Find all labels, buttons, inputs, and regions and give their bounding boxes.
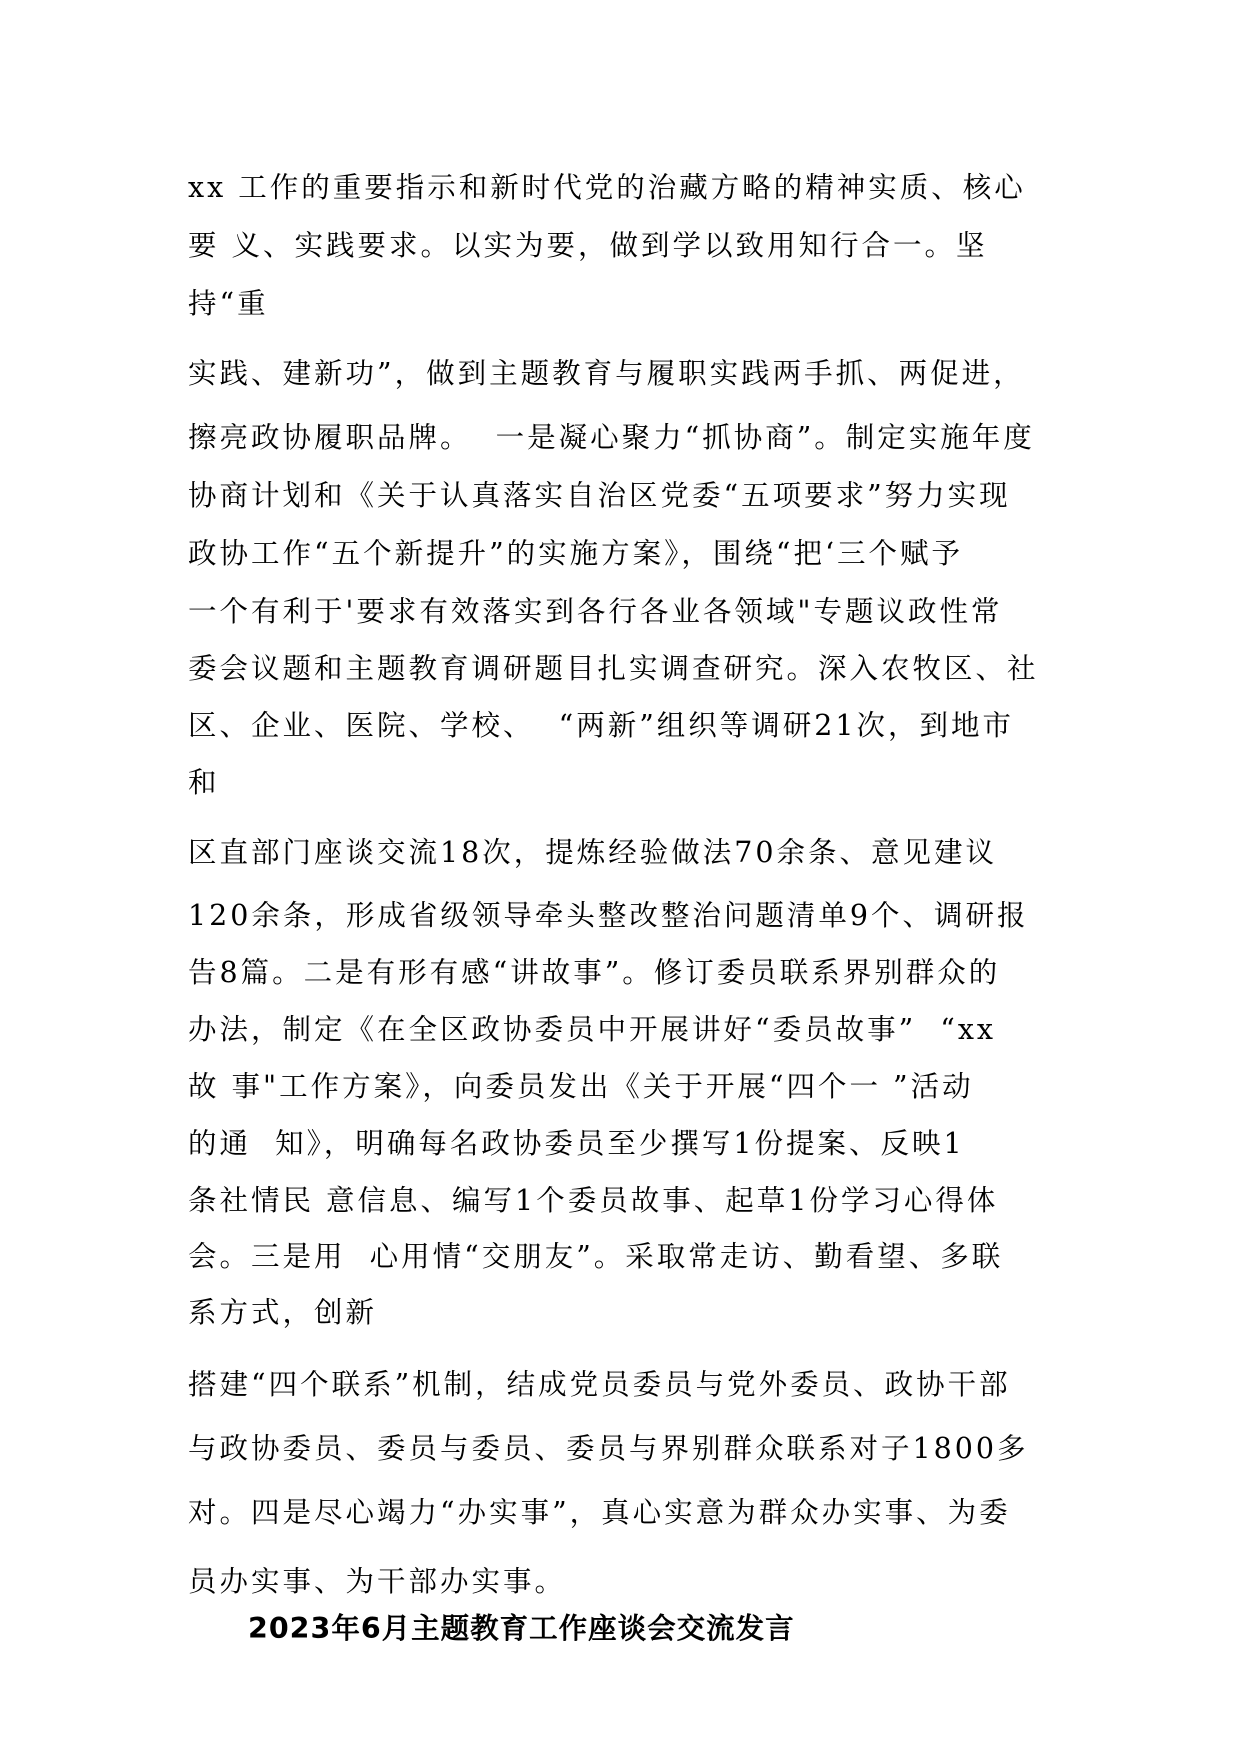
body-line-20: 系方式，创新 (188, 1296, 378, 1329)
body-line-9: 委会议题和主题教育调研题目扎实调查研究。深入农牧区、社 (188, 652, 1039, 685)
body-line-19: 会。三是用 心用情“交朋友”。采取常走访、勤看望、多联 (188, 1240, 1004, 1273)
body-line-24: 员办实事、为干部办实事。 (188, 1565, 567, 1598)
body-line-6: 协商计划和《关于认真落实自治区党委“五项要求”努力实现 (188, 479, 1011, 512)
body-line-21: 搭建“四个联系”机制，结成党员委员与党外委员、政协干部 (188, 1368, 1011, 1401)
body-line-7: 政协工作“五个新提升”的实施方案》，围绕“把‘三个赋予 (188, 537, 964, 570)
body-line-13: 120余条，形成省级领导牵头整改整治问题清单9个、调研报 (188, 899, 1029, 932)
body-line-15: 办法，制定《在全区政协委员中开展讲好“委员故事” “xx (188, 1013, 996, 1046)
body-line-12: 区直部门座谈交流18次，提炼经验做法70余条、意见建议 (188, 836, 998, 869)
body-line-23: 对。四是尽心竭力“办实事”，真心实意为群众办实事、为委 (188, 1496, 1011, 1529)
body-line-1: xx 工作的重要指示和新时代党的治藏方略的精神实质、核心 (188, 171, 1026, 204)
body-line-14: 告8篇。二是有形有感“讲故事”。修订委员联系界别群众的 (188, 956, 1001, 989)
body-line-16: 故 事"工作方案》，向委员发出《关于开展“四个一 ”活动 (188, 1070, 974, 1103)
body-line-18: 条社情民 意信息、编写1个委员故事、起草1份学习心得体 (188, 1184, 999, 1217)
body-line-2: 要 义、实践要求。以实为要，做到学以致用知行合一。坚 (188, 229, 988, 262)
body-line-8: 一个有利于'要求有效落实到各行各业各领域"专题议政性常 (188, 595, 1003, 628)
body-line-3: 持“重 (188, 287, 269, 320)
body-line-4: 实践、建新功”，做到主题教育与履职实践两手抓、两促进， (188, 357, 1025, 390)
body-line-17: 的通 知》，明确每名政协委员至少撰写1份提案、反映1 (188, 1127, 965, 1160)
document-title: 2023年6月主题教育工作座谈会交流发言 (248, 1612, 795, 1645)
body-line-22: 与政协委员、委员与委员、委员与界别群众联系对子1800多 (188, 1432, 1029, 1465)
body-line-10: 区、企业、医院、学校、 “两新”组织等调研21次，到地市 (188, 709, 1015, 742)
body-line-5: 擦亮政协履职品牌。 一是凝心聚力“抓协商”。制定实施年度 (188, 421, 1035, 454)
body-line-11: 和 (188, 766, 220, 799)
